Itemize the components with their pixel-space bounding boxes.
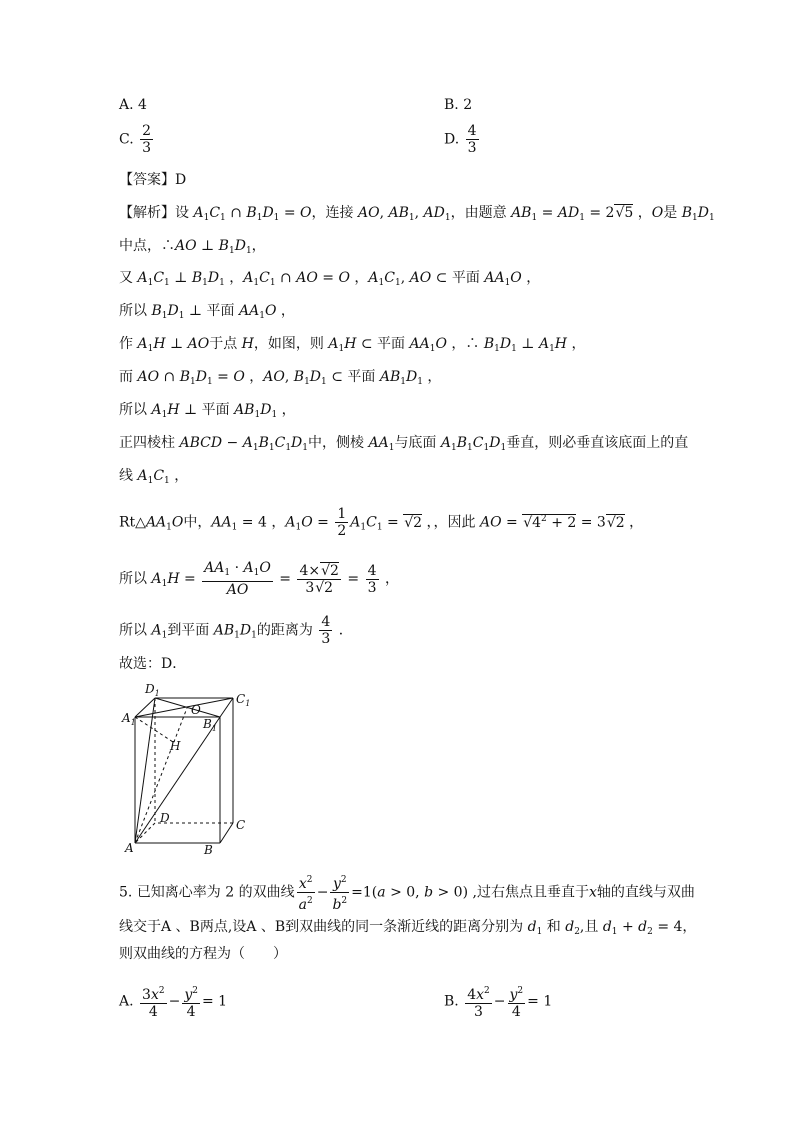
label-c: C	[236, 818, 246, 832]
label-d1: $D_1$	[145, 682, 160, 698]
edge-bc	[220, 823, 233, 843]
label-c1: $C_1$	[236, 692, 250, 708]
analysis-line-7: 所以 $A_1H$ ⊥ 平面 $AB_1D_1$ ，	[119, 402, 296, 420]
analysis-line-4: 所以 $B_1D_1$ ⊥ 平面 $AA_1O$ ，	[119, 303, 295, 321]
analysis-line-5: 作 $A_1H$ ⊥ AO于点 H，如图，则 $A_1H$ ⊂ 平面 $AA_1O$ ，∴ $B_1D_1$ ⊥ $A_1H$ ，	[119, 336, 586, 354]
edge-da	[135, 823, 155, 843]
label-h: H	[170, 739, 181, 753]
line-a1h	[135, 717, 173, 742]
choice-c: C. $\frac{2}{3}$	[119, 123, 152, 156]
answer-line	[119, 170, 186, 190]
fraction: $\frac{4}{3}$	[467, 123, 477, 156]
q5-line-3: 则双曲线的方程为（ ）	[119, 946, 287, 962]
fraction: $\frac{2}{3}$	[142, 123, 152, 156]
choice-d: D. $\frac{4}{3}$	[444, 123, 477, 156]
label-a: A	[125, 841, 134, 855]
choice-b: B. 2	[444, 97, 473, 113]
analysis-line-2: 中点，∴AO ⊥ $B_1D_1$，	[119, 238, 266, 256]
choice-a: A. 4	[119, 97, 147, 113]
analysis-line-8: 正四棱柱 ABCD − $A_1B_1C_1D_1$中，侧棱 $AA_1$与底面 $A_1B_1C_1D_1$垂直，则必垂直该底面上的直	[119, 435, 689, 453]
analysis-line-11: 所以 $A_1H$ = $\frac{AA_1 \cdot A_1O}{AO}$ = $\frac{4\times√2}{3√2}$ = $\frac{4}{3}$ ，	[119, 560, 399, 598]
line-ad1	[135, 698, 155, 843]
analysis-line-10: $Rt\triangle AA_1O$中，$AA_1 = 4$ ，$A_1O$ = $\frac{1}{2}$ $A_1C_1 = √2$ ，，因此 AO = $√4^2 + 2 = 3√2$ ，	[119, 506, 644, 539]
analysis-line-12: 所以 $A_1$到平面 $AB_1D_1$的距离为 $\frac{4}{3}$ ．	[119, 614, 353, 647]
label-a1: $A_1$	[122, 711, 136, 727]
diag-a1c1	[135, 698, 233, 717]
analysis-line-13: 故选：D．	[119, 656, 187, 672]
q5-choice-b: B. $\frac{4x^2}{3}$ − $\frac{y^2}{4}$ = 1	[444, 983, 552, 1020]
analysis-line-3: 又 $A_1C_1$ ⊥ $B_1D_1$ ，$A_1C_1$ ∩ AO = O ，$A_1C_1$, AO ⊂ 平面 $AA_1O$ ，	[119, 270, 541, 288]
label-b: B	[204, 843, 213, 857]
analysis-tag: 【解析】	[119, 205, 175, 221]
answer-value: D	[175, 172, 187, 188]
answer-tag: 【答案】	[119, 172, 175, 188]
edge-b1c1	[220, 698, 233, 717]
prism-figure	[115, 680, 250, 860]
label-b1: $B_1$	[203, 717, 217, 733]
question-number: 5.	[119, 884, 133, 901]
analysis-line-1: 【解析】设 $A_1C_1$ ∩ $B_1D_1 = O$，连接 AO, $AB_1$, $AD_1$，由题意 $AB_1 = AD_1 = 2√5$ ，O是 $B_1D_1$	[119, 205, 715, 223]
analysis-line-9: 线 $A_1C_1$ ，	[119, 468, 189, 486]
line-ab1	[135, 717, 220, 843]
q5-choice-a: A. $\frac{3x^2}{4}$ − $\frac{y^2}{4}$ = 1	[119, 983, 227, 1020]
label-d: D	[160, 811, 170, 825]
label-o: O	[191, 703, 201, 717]
analysis-line-6: 而 AO ∩ $B_1D_1 = O$ ，AO, $B_1D_1$ ⊂ 平面 $AB_1D_1$ ，	[119, 369, 442, 387]
q5-line-2: 线交于A 、B两点,设A 、B到双曲线的同一条渐近线的距离分别为 $d_1$ 和 $d_2$,且 $d_1 + d_2 = 4$，	[119, 919, 697, 937]
q5-line-1: 5. 已知离心率为 2 的双曲线 $\frac{x^2}{a^2}$ − $\frac{y^2}{b^2}$ =1(a > 0, b > 0) ,过右焦点且垂直于x轴的直线与双曲	[119, 872, 695, 913]
diag-b1d1	[155, 698, 220, 717]
